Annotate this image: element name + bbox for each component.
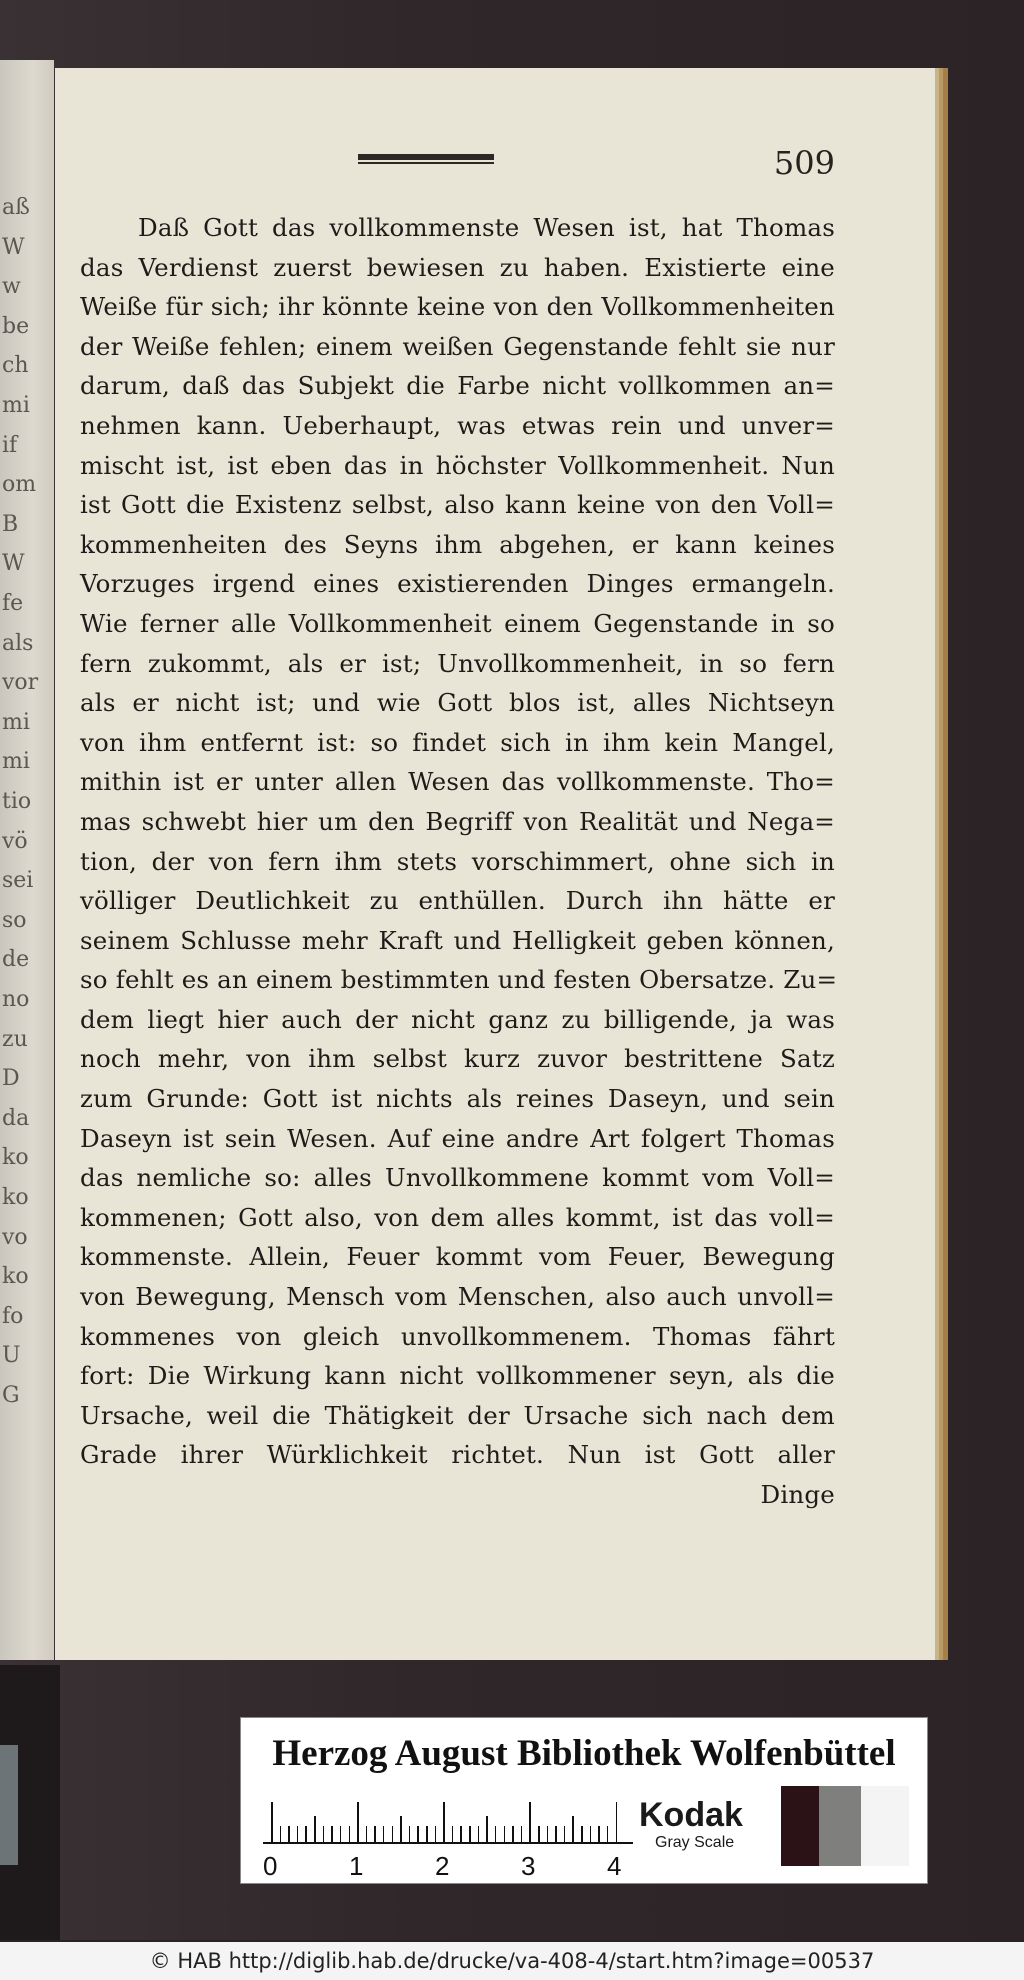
facing-page-fragment: G bbox=[2, 1383, 20, 1408]
ruler-tick bbox=[288, 1826, 290, 1842]
ruler-tick bbox=[392, 1826, 394, 1842]
text-line: so fehlt es an einem bestimmten und festen Obersatze. Zu= bbox=[80, 965, 838, 995]
text-line: Daß Gott das vollkommenste Wesen ist, hat Thomas bbox=[138, 213, 835, 242]
ruler-number: 4 bbox=[607, 1851, 622, 1881]
ruler-number: 3 bbox=[521, 1851, 536, 1881]
copyright-footer: © HAB http://diglib.hab.de/drucke/va-408-4/start.htm?image=00537 bbox=[0, 1942, 1024, 1980]
ruler-scale bbox=[263, 1794, 633, 1844]
ruler-tick bbox=[616, 1802, 618, 1842]
text-line: kommenste. Allein, Feuer kommt vom Feuer, Bewegung bbox=[80, 1242, 835, 1272]
text-line: dem liegt hier auch der nicht ganz zu billigende, ja was bbox=[80, 1004, 835, 1034]
ruler-tick bbox=[495, 1826, 497, 1842]
facing-page-fragment: ko bbox=[2, 1145, 29, 1171]
ruler-tick bbox=[452, 1826, 454, 1842]
facing-page-fragment: W bbox=[2, 234, 25, 260]
facing-page-fragment: tio bbox=[2, 789, 32, 814]
facing-page-fragment: ko bbox=[2, 1264, 29, 1290]
ruler-tick bbox=[426, 1826, 428, 1842]
header-rule bbox=[358, 154, 494, 166]
ruler-tick bbox=[443, 1802, 445, 1842]
ruler-tick bbox=[564, 1826, 566, 1842]
facing-page-fragment: be bbox=[2, 313, 30, 339]
facing-page-fragment: sei bbox=[2, 868, 34, 894]
facing-page-fragment: no bbox=[2, 987, 30, 1012]
facing-page-fragment: vor bbox=[2, 670, 39, 696]
ruler-number: 0 bbox=[263, 1851, 278, 1881]
text-line: mithin ist er unter allen Wesen das vollkommenste. Tho= bbox=[80, 767, 835, 797]
text-line: mischt ist, ist eben das in höchster Vollkommenheit. Nun bbox=[80, 450, 835, 480]
ruler-tick bbox=[607, 1826, 609, 1842]
ruler-tick bbox=[297, 1826, 299, 1842]
book-spine-edge bbox=[0, 1665, 60, 1940]
text-line: kommenheiten des Seyns ihm abgehen, er kann keines bbox=[80, 529, 835, 559]
body-text bbox=[80, 208, 838, 1515]
ruler-tick bbox=[383, 1826, 385, 1842]
text-line: tion, der von fern ihm stets vorschimmert, ohne sich in bbox=[80, 846, 835, 876]
facing-page-fragment: als bbox=[2, 630, 34, 656]
ruler-tick bbox=[357, 1802, 359, 1842]
gray-scale-caption: Gray Scale bbox=[655, 1834, 735, 1851]
text-line: kommenen; Gott also, von dem alles kommt, ist das voll= bbox=[80, 1202, 835, 1232]
facing-page-fragment: mi bbox=[2, 393, 30, 418]
text-line: seinem Schlusse mehr Kraft und Helligkeit geben können, bbox=[80, 925, 835, 955]
facing-page-fragment: mi bbox=[2, 709, 30, 735]
text-line: mas schwebt hier um den Begriff von Realität und Nega= bbox=[80, 806, 835, 836]
facing-page-fragment: w bbox=[2, 274, 21, 300]
ruler-tick bbox=[555, 1826, 557, 1842]
header-rule-thin bbox=[358, 162, 494, 164]
gray-patch bbox=[861, 1786, 909, 1866]
kodak-logo: Kodak bbox=[639, 1796, 743, 1834]
facing-page-fragment: mi bbox=[2, 749, 30, 775]
text-line: das Verdienst zuerst bewiesen zu haben. Existierte eine bbox=[80, 252, 835, 282]
facing-page-fragment: vö bbox=[2, 828, 28, 854]
text-line: von ihm entfernt ist: so findet sich in ihm kein Mangel, bbox=[80, 727, 835, 757]
ruler-number: 1 bbox=[349, 1851, 364, 1881]
text-line: Grade ihrer Würklichkeit richtet. Nun ist Gott aller bbox=[80, 1440, 835, 1470]
ruler-tick bbox=[331, 1826, 333, 1842]
facing-page-fragment: vo bbox=[2, 1224, 28, 1250]
ruler-tick bbox=[572, 1816, 574, 1842]
ruler-tick bbox=[417, 1826, 419, 1842]
ruler-tick bbox=[340, 1826, 342, 1842]
facing-page-edge bbox=[0, 60, 54, 1660]
facing-page-fragment: W bbox=[2, 551, 25, 577]
text-line: Wie ferner alle Vollkommenheit einem Gegenstande in so bbox=[80, 608, 835, 638]
facing-page-fragment: da bbox=[2, 1105, 30, 1131]
ruler-tick bbox=[435, 1826, 437, 1842]
facing-page-fragment: de bbox=[2, 947, 30, 973]
ruler-tick bbox=[366, 1826, 368, 1842]
page-number: 509 bbox=[773, 144, 835, 182]
facing-page-fragment: B bbox=[2, 511, 19, 537]
ruler-tick bbox=[486, 1816, 488, 1842]
ruler-tick bbox=[590, 1826, 592, 1842]
text-line: zum Grunde: Gott ist nichts als reines Daseyn, und sein bbox=[80, 1084, 835, 1114]
ruler-tick bbox=[469, 1826, 471, 1842]
text-line: das nemliche so: alles Unvollkommene kommt vom Voll= bbox=[80, 1163, 835, 1193]
ruler-tick bbox=[581, 1826, 583, 1842]
facing-page-fragment: om bbox=[2, 472, 37, 498]
facing-page-fragment: ko bbox=[2, 1185, 29, 1210]
ruler-tick bbox=[323, 1826, 325, 1842]
text-line: nehmen kann. Ueberhaupt, was etwas rein und unver= bbox=[80, 410, 835, 440]
ruler-tick bbox=[598, 1826, 600, 1842]
ruler-baseline bbox=[263, 1842, 633, 1844]
ruler-tick bbox=[504, 1826, 506, 1842]
text-line: Vorzuges irgend eines existierenden Dinges ermangeln. bbox=[80, 569, 835, 599]
text-line: völliger Deutlichkeit zu enthüllen. Durch ihn hätte er bbox=[80, 886, 835, 916]
ruler-tick bbox=[271, 1802, 273, 1842]
facing-page-fragment: fo bbox=[2, 1303, 24, 1329]
text-line: fort: Die Wirkung kann nicht vollkommener seyn, als die bbox=[80, 1361, 835, 1391]
text-line: der Weiße fehlen; einem weißen Gegenstande fehlt sie nur bbox=[80, 331, 835, 361]
ruler-tick bbox=[400, 1816, 402, 1842]
facing-page-fragment: D bbox=[2, 1066, 20, 1092]
text-line: fern zukommt, als er ist; Unvollkommenheit, in so fern bbox=[80, 648, 835, 678]
ruler-tick bbox=[538, 1826, 540, 1842]
ruler-tick bbox=[305, 1826, 307, 1842]
ruler-tick bbox=[374, 1826, 376, 1842]
text-line: darum, daß das Subjekt die Farbe nicht vollkommen an= bbox=[80, 371, 835, 401]
text-line: Ursache, weil die Thätigkeit der Ursache sich nach dem bbox=[80, 1400, 835, 1430]
ruler-tick bbox=[521, 1826, 523, 1842]
gray-patch bbox=[819, 1786, 861, 1866]
facing-page-fragment: fe bbox=[2, 591, 24, 616]
text-line: Weiße für sich; ihr könnte keine von den Vollkommenheiten bbox=[80, 292, 835, 322]
text-line: kommenes von gleich unvollkommenem. Thomas fährt bbox=[80, 1321, 835, 1351]
facing-page-fragment: aß bbox=[2, 195, 30, 220]
facing-page-fragment: U bbox=[2, 1343, 21, 1369]
catchword: Dinge bbox=[760, 1480, 835, 1509]
ruler-number: 2 bbox=[435, 1851, 450, 1881]
facing-page-fragment: if bbox=[2, 432, 18, 458]
ruler-tick bbox=[460, 1826, 462, 1842]
text-line: als er nicht ist; und wie Gott blos ist, alles Nichtseyn bbox=[80, 688, 835, 718]
spine-strip bbox=[0, 1745, 18, 1865]
ruler-tick bbox=[547, 1826, 549, 1842]
library-color-label bbox=[240, 1717, 928, 1884]
text-line: ist Gott die Existenz selbst, also kann keine von den Voll= bbox=[80, 490, 835, 520]
ruler-tick bbox=[314, 1816, 316, 1842]
library-name: Herzog August Bibliothek Wolfenbüttel bbox=[272, 1733, 896, 1774]
gray-patch bbox=[781, 1786, 819, 1866]
text-line: von Bewegung, Mensch vom Menschen, also auch unvoll= bbox=[80, 1282, 835, 1312]
text-line: Daseyn ist sein Wesen. Auf eine andre Art folgert Thomas bbox=[80, 1123, 835, 1153]
text-line: noch mehr, von ihm selbst kurz zuvor bestrittene Satz bbox=[80, 1044, 835, 1074]
facing-page-fragment: so bbox=[2, 907, 27, 933]
facing-page-fragment: zu bbox=[2, 1026, 28, 1052]
ruler-tick bbox=[529, 1802, 531, 1842]
facing-page-fragment: ch bbox=[2, 353, 29, 379]
ruler-tick bbox=[349, 1826, 351, 1842]
ruler-tick bbox=[512, 1826, 514, 1842]
ruler-tick bbox=[280, 1826, 282, 1842]
ruler-tick bbox=[478, 1826, 480, 1842]
ruler-tick bbox=[409, 1826, 411, 1842]
header-rule-thick bbox=[358, 154, 494, 160]
book-page bbox=[55, 68, 935, 1660]
